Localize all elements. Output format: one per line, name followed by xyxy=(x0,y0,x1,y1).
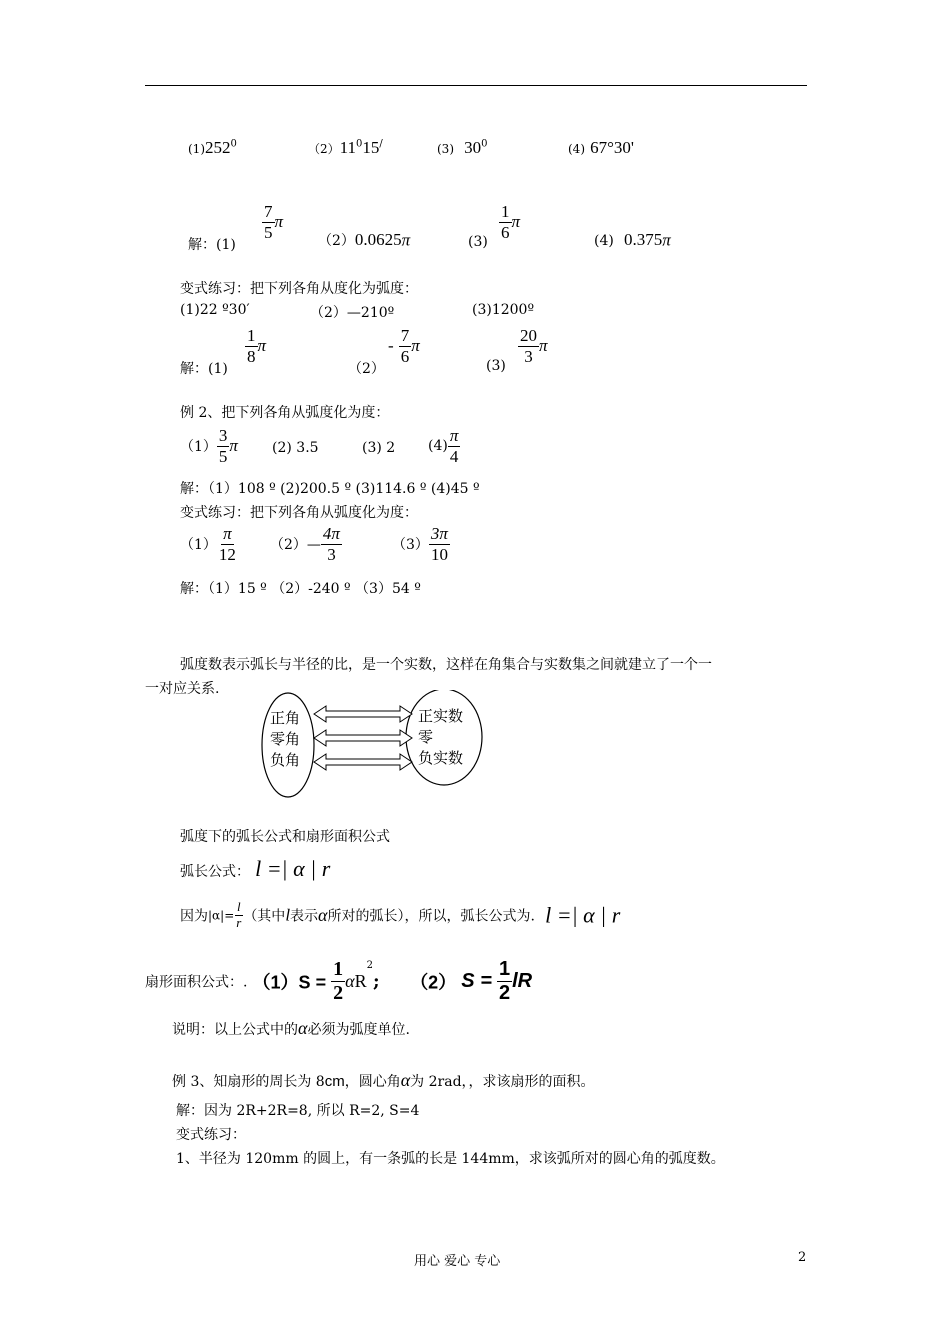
ex2-item-4: (4) $\frac{\pi}{4}$ xyxy=(428,426,459,466)
sol1-c-label: (3) xyxy=(468,234,488,250)
ex1-s2-label: （2） xyxy=(348,361,385,377)
ex1-title: 变式练习：把下列各角从度化为弧度： xyxy=(180,281,418,297)
ex4-sol: 解：因为 2R+2R=8, 所以 R=2, S=4 xyxy=(176,1103,420,1119)
ex4-title: 例 3、知扇形的周长为 8cm，圆心角α为 2rad，，求该扇形的面积。 xyxy=(172,1070,595,1090)
ex4-var: 变式练习： xyxy=(176,1127,246,1143)
sol1-frac-a: $\frac{7}{5}$ π xyxy=(264,202,284,242)
ex1-item-3: (3)1200º xyxy=(472,302,535,318)
arc-formula-line: 弧长公式： l =| α | r xyxy=(180,856,331,881)
area-formula-line: 扇形面积公式：. （1）S = $\frac{1}{2}$ $\alpha R^2$; （2） S = $\frac{1}{2}$ lR xyxy=(145,958,533,1004)
arrow-3 xyxy=(314,754,412,770)
ex2-item-3: (3) 2 xyxy=(362,440,396,456)
ex1-frac-3: $\frac{20}{3}$ π xyxy=(520,326,548,366)
ex3-item-1: （1） $\frac{\pi}{12}$ xyxy=(180,524,236,564)
ex2-sol: 解：（1）108 º (2)200.5 º (3)114.6 º (4)45 º xyxy=(180,481,480,497)
problem-2: $(2)11^015^/$ xyxy=(308,138,383,157)
sol1-prefix: 解：(1) xyxy=(188,237,236,253)
ex3-title: 变式练习：把下列各角从弧度化为度： xyxy=(180,505,418,521)
ex1-s3-label: (3) xyxy=(486,358,506,374)
sol1-frac-c: $\frac{1}{6}$ π xyxy=(501,202,521,242)
diagram-left-labels: 正角 零角 负角 xyxy=(270,709,301,769)
ex1-item-2: （2）—210º xyxy=(310,305,395,321)
problem-3: (3) $30^0$ xyxy=(437,138,488,157)
note-line: 说明：以上公式中的α必须为弧度单位. xyxy=(172,1018,410,1038)
formulas-title: 弧度下的弧长公式和扇形面积公式 xyxy=(180,829,390,845)
sol1-b: （2）0.0625π xyxy=(318,230,411,250)
ex1-item-1: (1)22 º30′ xyxy=(180,302,250,318)
problem-row: $(1)252^0$ xyxy=(188,138,237,157)
because-line: 因为|α|= $\frac{l}{r}$ （其中l表示α所对的弧长），所以，弧长公式为. l =| α | r xyxy=(180,899,621,930)
arrow-1 xyxy=(314,706,412,722)
sol1-d: (4) 0.375π xyxy=(594,230,671,250)
ex3-sol: 解：（1）15 º （2）-240 º （3）54 º xyxy=(180,581,421,597)
ex3-item-3: （3） $\frac{3\pi}{10}$ xyxy=(392,524,448,564)
ex2-item-2: (2) 3.5 xyxy=(272,440,319,456)
ex1-frac-2: - $\frac{7}{6}$ π xyxy=(388,326,420,366)
ex4-q1: 1、半径为 120mm 的圆上，有一条弧的长是 144mm，求该弧所对的圆心角的弧度数。 xyxy=(176,1151,725,1167)
ex2-title: 例 2、把下列各角从弧度化为度： xyxy=(180,405,390,421)
footer-center: 用心 爱心 专心 xyxy=(414,1254,501,1269)
arrow-2 xyxy=(314,730,412,746)
ex1-sol-prefix: 解：(1) xyxy=(180,361,228,377)
ex3-item-2: （2）— $\frac{4\pi}{3}$ xyxy=(270,524,340,564)
diagram-right-labels: 正实数 零 负实数 xyxy=(418,707,464,767)
ex2-items: （1） $\frac{3}{5}$ π xyxy=(180,426,238,466)
problem-4: (4) 67°30' xyxy=(568,138,634,157)
para-line-2: 一对应关系. xyxy=(145,681,220,697)
header-rule xyxy=(145,85,807,86)
para-line-1: 弧度数表示弧长与半径的比，是一个实数，这样在角集合与实数集之间就建立了一个一 xyxy=(180,657,712,673)
ex1-frac-1: $\frac{1}{8}$ π xyxy=(247,326,267,366)
page-number: 2 xyxy=(798,1250,807,1265)
